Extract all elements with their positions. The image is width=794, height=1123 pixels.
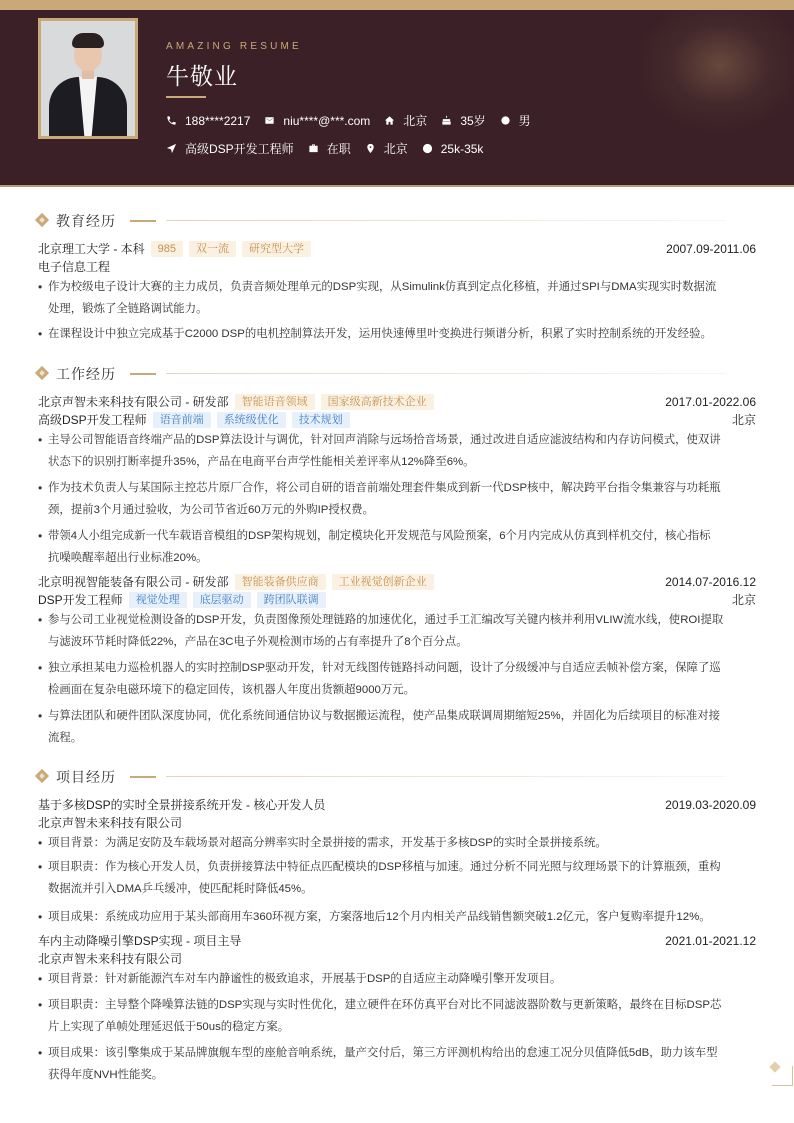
cake-icon [441,115,452,126]
corner-diamond-decoration [769,1061,780,1072]
bullet-line: 数据流并引入DMA乒乓缓冲，使匹配耗时降低45%。 [48,883,313,895]
avatar-hair-shape [72,33,104,48]
education-tag: 双一流 [189,241,236,257]
role-tag: 底层驱动 [193,592,251,608]
role-tag: 系统级优化 [217,412,286,428]
education-bullet [38,323,756,345]
corner-line-decoration [792,1066,793,1086]
work-bullet [38,609,756,653]
gender-text: 男 [518,114,531,128]
section-project-heading [36,767,756,787]
section-diamond-icon [35,213,49,227]
project-company-row [38,950,756,967]
bullet-line: • 作为校级电子设计大赛的主力成员，负责音频处理单元的DSP实现，从Simulink仿真到定点化移植，并通过SPI与DMA实现实时数据流 [48,281,717,293]
company-tag: 智能语音领域 [235,394,315,410]
work-company: 北京明视智能装备有限公司 - 研发部 [38,575,229,589]
bullet-line: 获得年度NVH性能奖。 [48,1069,164,1081]
education-school-row [38,240,756,257]
bullet-line: 处理，锻炼了全链路调试能力。 [48,303,208,315]
section-line-long [166,220,726,221]
company-tag: 智能装备供应商 [235,574,326,590]
gender-item [500,112,531,129]
role-tag: 语音前端 [153,412,211,428]
avatar [38,18,138,139]
section-line-long [166,373,726,374]
job-status-item [308,140,351,157]
target-job-item [166,140,294,157]
work-city: 北京 [731,593,756,607]
target-job-text: 高级DSP开发工程师 [185,142,294,156]
bullet-line: • 带领4人小组完成新一代车载语音模组的DSP架构规划，制定模块化开发规范与风险预案，6个月内完成从仿真到样机交付，核心指标 [48,530,711,542]
role-tag: 技术规划 [292,412,350,428]
project-company: 北京声智未来科技有限公司 [38,816,183,830]
work-role: 高级DSP开发工程师 [38,413,147,427]
corner-line-decoration [772,1085,793,1086]
candidate-name: 牛敬业 [166,64,238,90]
section-line-short [130,373,156,375]
education-bullet [38,276,756,320]
work-company-row [38,573,756,590]
work-role-row [38,591,756,608]
company-tag: 工业视觉创新企业 [332,574,434,590]
project-bullet [38,906,756,928]
phone-icon [166,115,177,126]
money-icon [422,143,433,154]
job-status-text: 在职 [326,142,351,156]
work-role: DSP开发工程师 [38,593,123,607]
home-city-text: 北京 [403,114,428,128]
bullet-line: 抗噪唤醒率超出行业标准20%。 [48,552,208,564]
work-date: 2017.01-2022.06 [665,394,756,409]
bullet-line: 颈，提前3个月通过验收，为公司节省近60万元的外购IP授权费。 [48,504,374,516]
section-title: 教育经历 [56,214,116,230]
name-underline [166,96,206,98]
bullet-line: 状态下的识别打断率提升35%，产品在电商平台声学性能相关差评率从12%降至6%。 [48,456,475,468]
home-icon [384,115,395,126]
education-tag: 985 [151,241,183,257]
send-icon [166,143,177,154]
section-line-long [166,776,726,777]
work-company-row [38,393,756,410]
work-company: 北京声智未来科技有限公司 - 研发部 [38,395,229,409]
project-title-row [38,796,756,813]
job-info-row [166,140,497,157]
project-bullet [38,968,756,990]
project-bullet [38,1042,756,1086]
bullet-line: • 项目背景：为满足安防及车载场景对超高分辨率实时全景拼接的需求，开发基于多核DSP的实时全景拼接系统。 [48,837,607,849]
project-date: 2019.03-2020.09 [665,797,756,812]
age-item [441,112,485,129]
bullet-line: 检画面在复杂电磁环境下的稳定回传，该机器人年度出货额超9000万元。 [48,684,416,696]
education-school: 北京理工大学 - 本科 [38,242,145,256]
section-line-short [130,776,156,778]
education-major-row [38,258,756,275]
bullet-line: • 与算法团队和硬件团队深度协同，优化系统间通信协议与数据搬运流程，使产品集成联调周期缩短25%，并固化为后续项目的标准对接 [48,710,721,722]
role-tag: 跨团队联调 [257,592,326,608]
contact-info-row [166,112,545,129]
location-pin-icon [365,143,376,154]
gender-icon [500,115,511,126]
avatar-photo [41,21,135,136]
section-diamond-icon [35,366,49,380]
header-glow-decoration [640,10,794,130]
project-bullet [38,994,756,1038]
target-city-item [365,140,408,157]
company-tag: 国家级高新技术企业 [321,394,434,410]
email-item [264,114,370,128]
project-title: 车内主动降噪引擎DSP实现 - 项目主导 [38,934,242,948]
email-text: niu****@***.com [283,113,371,128]
work-date: 2014.07-2016.12 [665,574,756,589]
bullet-line: • 在课程设计中独立完成基于C2000 DSP的电机控制算法开发，运用快速傅里叶变换进行频谱分析，积累了实时控制系统的开发经验。 [48,328,712,340]
top-accent-bar [0,0,794,10]
role-tag: 视觉处理 [129,592,187,608]
education-tag: 研究型大学 [242,241,311,257]
education-major: 电子信息工程 [38,260,111,274]
mail-icon [264,115,275,126]
project-bullet [38,832,756,854]
bullet-line: • 参与公司工业视觉检测设备的DSP开发，负责图像预处理链路的加速优化，通过手工汇编改写关键内核并利用VLIW流水线，使ROI提取 [48,614,724,626]
header-divider [0,185,794,187]
work-bullet [38,705,756,749]
bullet-line: • 独立承担某电力巡检机器人的实时控制DSP驱动开发，针对无线图传链路抖动问题，设计了分级缓冲与自适应丢帧补偿方案，保障了巡 [48,662,721,674]
bullet-line: • 项目成果：系统成功应用于某头部商用车360环视方案，方案落地后12个月内相关产品线销售额突破1.2亿元，客户复购率提升12%。 [48,911,711,923]
bullet-line: • 项目职责：作为核心开发人员，负责拼接算法中特征点匹配模块的DSP移植与加速。通过分析不同光照与纹理场景下的计算瓶颈，重构 [48,861,721,873]
briefcase-icon [308,143,319,154]
section-diamond-icon [35,769,49,783]
bullet-line: • 项目职责：主导整个降噪算法链的DSP实现与实时性优化，建立硬件在环仿真平台对比不同滤波器阶数与更新策略，最终在目标DSP芯 [48,999,722,1011]
phone-text: 188****2217 [185,113,251,128]
bullet-line: • 项目背景：针对新能源汽车对车内静谧性的极致追求，开展基于DSP的自适应主动降噪引擎开发项目。 [48,973,562,985]
work-bullet [38,429,756,473]
phone-item [166,114,250,128]
section-line-short [130,220,156,222]
age-text: 35岁 [460,114,486,128]
project-bullet [38,856,756,900]
home-city-item [384,112,427,129]
work-bullet [38,525,756,569]
project-company-row [38,814,756,831]
work-bullet [38,477,756,521]
target-city-text: 北京 [383,142,408,156]
bullet-line: • 主导公司智能语音终端产品的DSP算法设计与调优，针对回声消除与远场拾音场景，通过改进自适应滤波结构和内存访问模式，使双讲 [48,434,721,446]
project-company: 北京声智未来科技有限公司 [38,952,183,966]
project-title: 基于多核DSP的实时全景拼接系统开发 - 核心开发人员 [38,798,326,812]
bullet-line: 与滤波环节耗时降低22%，产品在3C电子外观检测市场的占有率提升了8个百分点。 [48,636,468,648]
work-city: 北京 [731,413,756,427]
section-work-heading [36,364,756,384]
project-title-row [38,932,756,949]
work-role-row [38,411,756,428]
bullet-line: 片上实现了单帧处理延迟低于50us的稳定方案。 [48,1021,290,1033]
education-date: 2007.09-2011.06 [666,241,756,256]
bullet-line: • 作为技术负责人与某国际主控芯片原厂合作，将公司自研的语音前端处理套件集成到新一代DSP核中，解决跨平台指令集兼容与功耗瓶 [48,482,721,494]
bullet-line: 流程。 [48,732,83,744]
salary-item [422,142,484,156]
section-title: 工作经历 [56,367,116,383]
bullet-line: • 项目成果：该引擎集成于某品牌旗舰车型的座舱音响系统，量产交付后，第三方评测机构给出的怠速工况分贝值降低5dB，助力该车型 [48,1047,718,1059]
resume-tagline: AMAZING RESUME [166,41,302,52]
work-bullet [38,657,756,701]
section-education-heading [36,211,756,231]
section-title: 项目经历 [56,770,116,786]
salary-text: 25k-35k [440,141,484,156]
project-date: 2021.01-2021.12 [665,933,756,948]
